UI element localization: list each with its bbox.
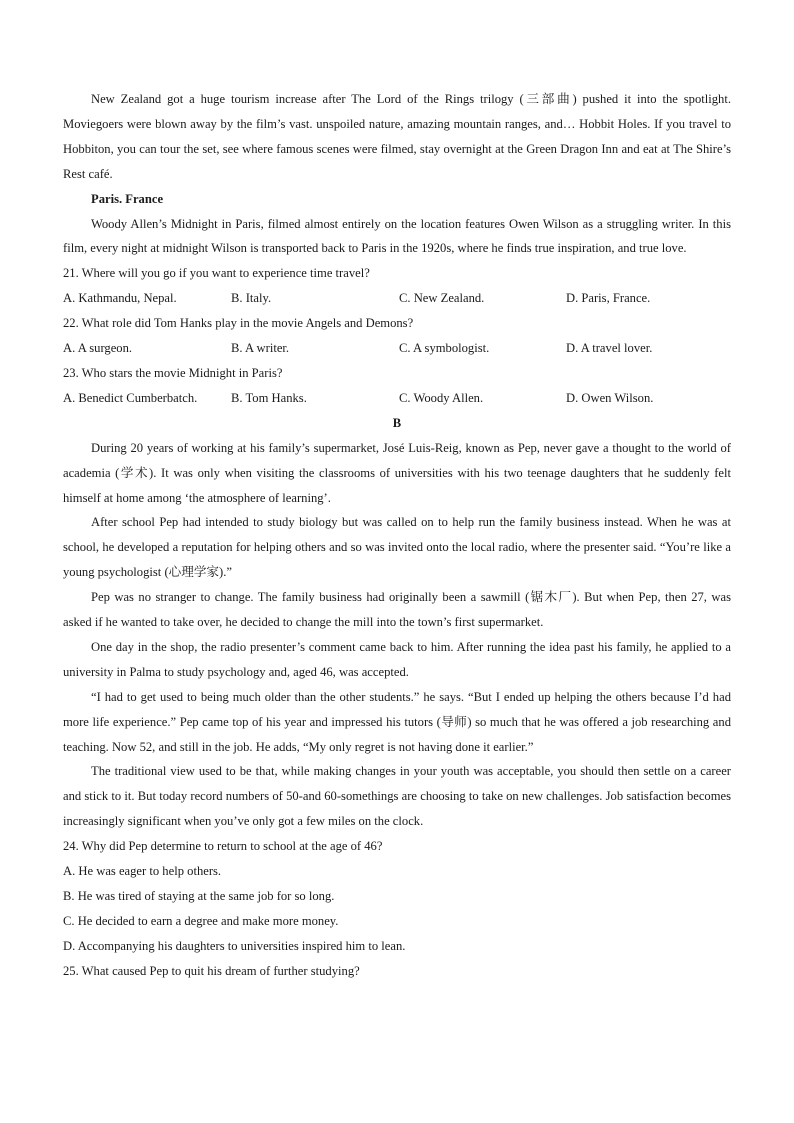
- option-a: A. Benedict Cumberbatch.: [63, 390, 198, 405]
- question-stem: 21. Where will you go if you want to experience time travel?: [63, 266, 370, 281]
- option-a: A. He was eager to help others.: [63, 864, 222, 879]
- question-block-21: [63, 261, 731, 311]
- section-heading-b: B: [392, 415, 402, 430]
- option-c: C. A symbologist.: [399, 341, 490, 356]
- paragraph-b-3: Pep was no stranger to change. The family business had originally been a sawmill (锯木厂). But when Pep, then 27, was asked if he wanted to take over, he decided to change the mill into the town’s first supermarket.: [63, 590, 731, 630]
- question-options: [63, 286, 731, 311]
- option-d: D. Accompanying his daughters to universities inspired him to lean.: [63, 938, 406, 953]
- paragraph-b-1: During 20 years of working at his family’s supermarket, José Luis-Reig, known as Pep, never gave a thought to the world of academia (学术). It was only when visiting the classrooms of universities with his two teenage daughters that he suddenly felt himself at home among ‘the atmosphere of learning’.: [63, 440, 731, 505]
- option-b: B. He was tired of staying at the same job for so long.: [63, 889, 335, 903]
- question-stem: 24. Why did Pep determine to return to school at the age of 46?: [63, 839, 383, 854]
- question-stem: 22. What role did Tom Hanks play in the movie Angels and Demons?: [63, 316, 414, 331]
- option-d: D. A travel lover.: [566, 341, 653, 356]
- paragraph-b-6: The traditional view used to be that, while making changes in your youth was acceptable, you should then settle on a career and stick to it. But today record numbers of 50-and 60-somethings are choosing to take on new challenges. Job satisfaction becomes increasingly significant when you’ve only got a few miles on the clock.: [63, 764, 731, 829]
- question-block-24: [63, 834, 731, 959]
- option-d: D. Paris, France.: [566, 291, 651, 306]
- option-d: D. Owen Wilson.: [566, 390, 654, 405]
- paragraph-b-2: After school Pep had intended to study biology but was called on to help run the family business instead. When he was at school, he developed a reputation for helping others and so was invited onto the local radio, where the presenter said. “You’re like a young psychologist (心理学家).”: [63, 515, 731, 580]
- option-a: A. A surgeon.: [63, 341, 133, 356]
- option-b: B. A writer.: [231, 341, 290, 356]
- paragraph-b-4: One day in the shop, the radio presenter’s comment came back to him. After running the idea past his family, he applied to a university in Palma to study psychology and, aged 46, was accepted.: [63, 639, 731, 679]
- option-a: A. Kathmandu, Nepal.: [63, 291, 177, 306]
- paragraph-b-5: “I had to get used to being much older than the other students.” he says. “But I ended up helping the others because I’d had more life experience.” Pep came top of his year and impressed his tutors (导师) so much that he was offered a job researching and teaching. Now 52, and still in the job. He adds, “My only regret is not having done it earlier.”: [63, 689, 731, 754]
- option-b: B. Tom Hanks.: [231, 390, 307, 405]
- question-block-22: [63, 311, 731, 361]
- paragraph-new-zealand: New Zealand got a huge tourism increase after The Lord of the Rings trilogy (三部曲) pushed it into the spotlight. Moviegoers were blown away by the film’s vast. unspoiled nature, amazing mountain ranges, and… Hobbit Holes. If you travel to Hobbiton, you can tour the set, see where famous scenes were filmed, stay overnight at the Green Dragon Inn and eat at The Shire’s Rest café.: [63, 92, 731, 181]
- option-b: B. Italy.: [231, 291, 272, 306]
- question-stem: 23. Who stars the movie Midnight in Paris?: [63, 365, 283, 380]
- paragraph-paris: Woody Allen’s Midnight in Paris, filmed almost entirely on the location features Owen Wilson as a struggling writer. In this film, every night at midnight Wilson is transported back to Paris in the 1920s, where he finds true inspiration, and true love.: [63, 216, 731, 256]
- document-page: [63, 87, 731, 984]
- option-c: C. Woody Allen.: [399, 390, 484, 405]
- question-stem-25: 25. What caused Pep to quit his dream of further studying?: [63, 963, 360, 978]
- question-block-23: [63, 361, 731, 411]
- question-options: [63, 386, 731, 411]
- question-options: [63, 336, 731, 361]
- option-c: C. He decided to earn a degree and make more money.: [63, 913, 339, 928]
- option-c: C. New Zealand.: [399, 291, 485, 306]
- heading-paris: Paris. France: [91, 191, 164, 206]
